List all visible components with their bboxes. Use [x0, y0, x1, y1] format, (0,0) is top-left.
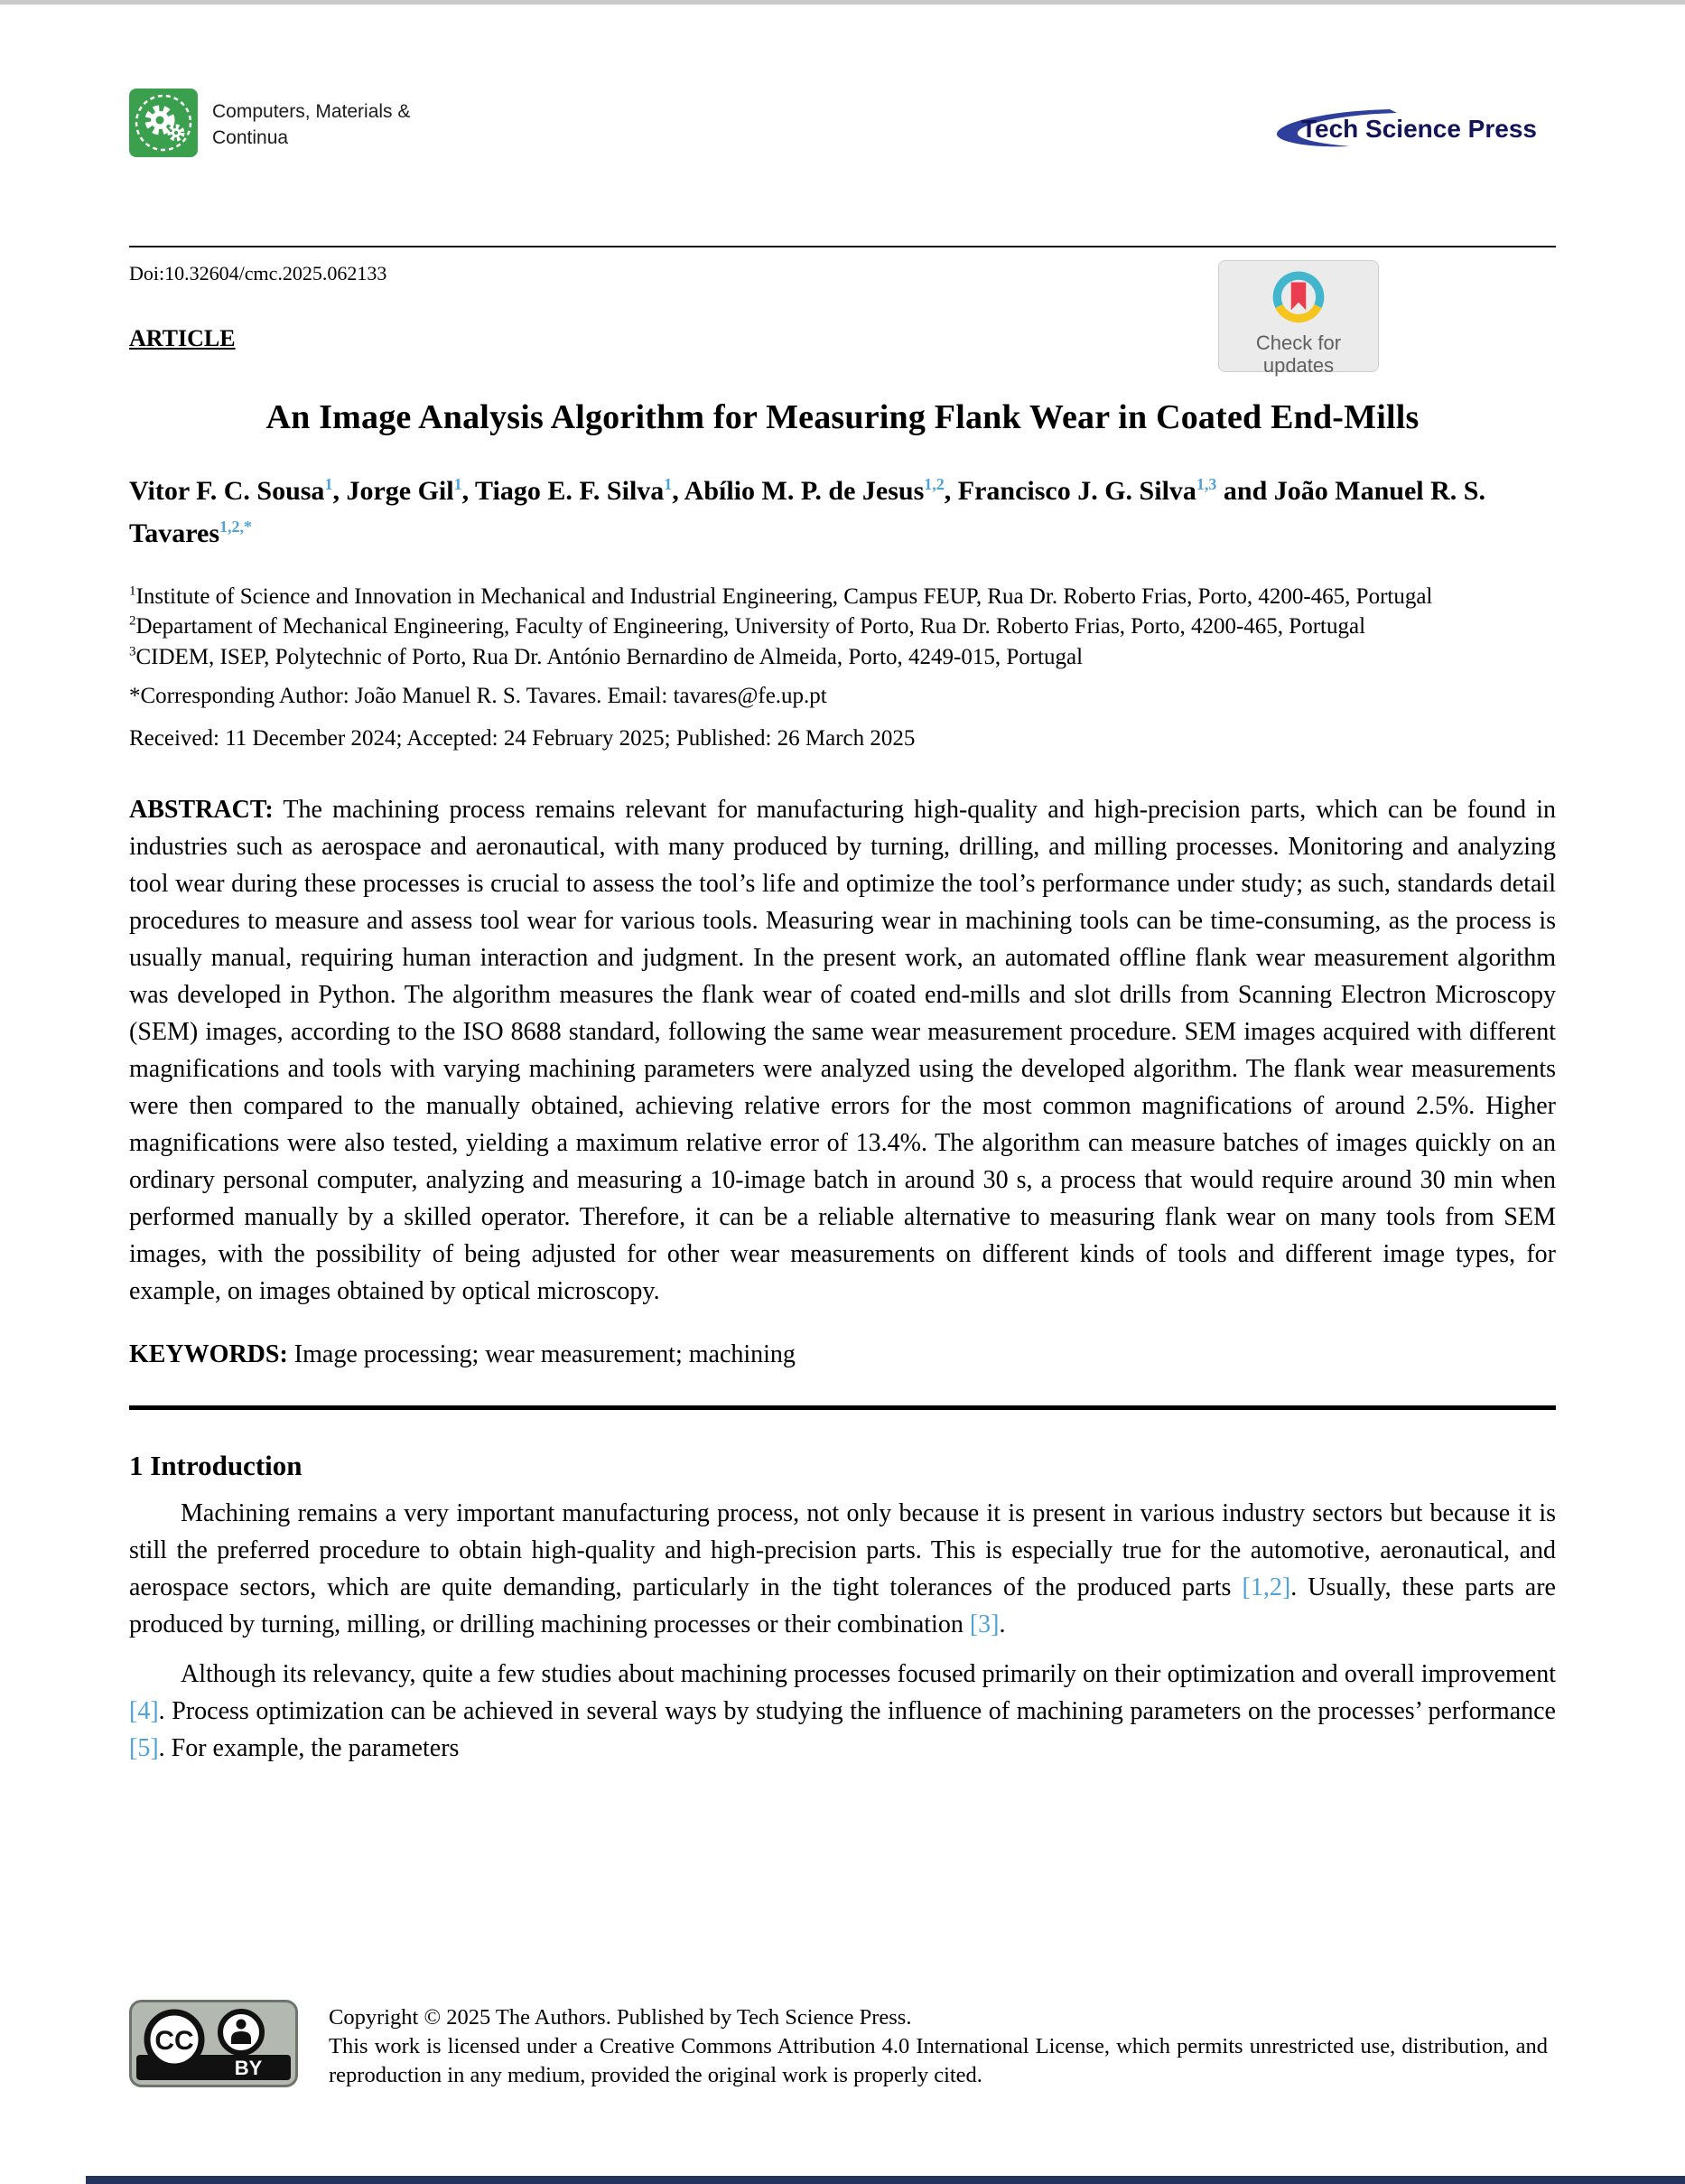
check-for-updates-badge[interactable]: [1218, 260, 1379, 377]
publisher-name: Tech Science Press: [1301, 115, 1537, 143]
journal-name: [212, 99, 410, 152]
author: Abílio M. P. de Jesus$^{1,2}$: [684, 475, 945, 506]
paragraph-text: .: [999, 1610, 1006, 1638]
doi-text: Doi:10.32604/cmc.2025.062133: [129, 262, 387, 285]
paragraph-text: . For example, the parameters: [158, 1733, 460, 1762]
journal-name-line1: Computers, Materials &: [212, 100, 411, 122]
author: Tiago E. F. Silva$^1$: [475, 475, 673, 506]
journal-identity: [129, 89, 410, 162]
citation-link[interactable]: [4]: [129, 1696, 159, 1725]
corresponding-prefix: *Corresponding Author: João Manuel R. S. Tavares. Email:: [129, 683, 674, 708]
paragraph-text: Although its relevancy, quite a few studies about machining processes focused primarily on their optimization and overall improvement: [181, 1659, 1556, 1688]
section-divider: [129, 1405, 1556, 1410]
affiliation: $^3$CIDEM, ISEP, Polytechnic of Porto, Rua Dr. António Bernardino de Almeida, Porto, 4249-015, Portugal: [129, 644, 1084, 669]
crossmark-icon: [1269, 316, 1328, 331]
crossmark-label: [1219, 332, 1378, 377]
author: Francisco J. G. Silva$^{1,3}$: [957, 475, 1217, 506]
paragraph-text: . Process optimization can be achieved in several ways by studying the influence of machining parameters on the processes’ performance: [158, 1696, 1556, 1725]
abstract: [129, 791, 1556, 1310]
copyright-line2: This work is licensed under a Creative Commons Attribution 4.0 International License, which permits unrestricted use, distribution, and reproduction in any medium, provided the original work is properly cited.: [329, 2034, 1548, 2087]
cc-by-license-badge[interactable]: [129, 2000, 298, 2092]
dates-line: Received: 11 December 2024; Accepted: 24 February 2025; Published: 26 March 2025: [129, 725, 916, 751]
author: Vitor F. C. Sousa$^1$: [129, 475, 333, 506]
copyright-text: [329, 2000, 1548, 2090]
body-paragraph: [129, 1495, 1556, 1643]
author: Jorge Gil$^1$: [346, 475, 462, 506]
author-separator: ,: [461, 476, 476, 506]
keywords-label: KEYWORDS:: [129, 1339, 288, 1368]
bottom-edge-bar: [86, 2176, 1685, 2184]
affiliation-list: [129, 582, 1556, 672]
introduction-paragraphs: [129, 1495, 1556, 1767]
citation-link[interactable]: [1,2]: [1242, 1573, 1291, 1601]
keywords: [129, 1340, 1556, 1369]
svg-text:BY: BY: [234, 2057, 263, 2079]
affiliation: $^2$Departament of Mechanical Engineering, Faculty of Engineering, University of Porto, Rua Dr. Roberto Frias, Porto, 4200-465, Portugal: [129, 614, 1366, 639]
author-separator: ,: [332, 476, 347, 506]
paragraph-text: Machining remains a very important manufacturing process, not only because it is present in various industry sectors but because it is still the preferred procedure to obtain high-quality and high-precision parts. This is especially true for the automotive, aeronautical, and aerospace sectors, which are quite demanding, particularly in the tight tolerances of the produced parts: [129, 1498, 1556, 1601]
copyright-line1: Copyright © 2025 The Authors. Published by Tech Science Press.: [329, 2005, 912, 2030]
abstract-text: The machining process remains relevant for manufacturing high-quality and high-precision parts, which can be found in industries such as aerospace and aeronautical, with many produced by turning, drilling, and milling processes. Monitoring and analyzing tool wear during these processes is crucial to assess the tool’s life and optimize the tool’s performance under study; as such, standards detail procedures to measure and assess tool wear for various tools. Measuring wear in machining tools can be time-consuming, as the process is usually manual, requiring human interaction and judgment. In the present work, an automated offline flank wear measurement algorithm was developed in Python. The algorithm measures the flank wear of coated end-mills and slot drills from Scanning Electron Microscopy (SEM) images, according to the ISO 8688 standard, following the same wear measurement procedure. SEM images acquired with different magnifications and tools with varying machining parameters were analyzed using the developed algorithm. The flank wear measurements were then compared to the manually obtained, achieving relative errors for the most common magnifications of around 2.5%. Higher magnifications were also tested, yielding a maximum relative error of 13.4%. The algorithm can measure batches of images quickly on an ordinary personal computer, analyzing and measuring a 10-image batch in around 30 s, a process that would require around 30 min when performed manually by a skilled operator. Therefore, it can be a reliable alternative to measuring flank wear on many tools from SEM images, with the possibility of being adjusted for other wear measurements on different kinds of tools and different image types, for example, on images obtained by optical microscopy.: [129, 795, 1556, 1305]
author-separator: ,: [944, 476, 958, 506]
masthead: [129, 89, 1556, 159]
author-list: [129, 470, 1556, 555]
corresponding-author-line: [129, 684, 1556, 709]
svg-text:CC: CC: [154, 2026, 194, 2056]
article-type-label: ARTICLE: [129, 325, 236, 351]
author-separator: and: [1216, 476, 1274, 506]
license-footer: [129, 2000, 1556, 2092]
tech-science-press-logo: [1269, 103, 1556, 152]
author-separator: ,: [672, 476, 684, 506]
keywords-text: Image processing; wear measurement; machining: [293, 1339, 796, 1368]
citation-link[interactable]: [3]: [969, 1610, 1000, 1638]
paper-title: An Image Analysis Algorithm for Measuring Flank Wear in Coated End-Mills: [265, 398, 1420, 436]
affiliation: $^1$Institute of Science and Innovation in Mechanical and Industrial Engineering, Campus FEUP, Rua Dr. Roberto Frias, Porto, 4200-465, Portugal: [129, 583, 1433, 610]
author: João Manuel R. S. Tavares$^{1,2,*}$: [129, 476, 1485, 549]
citation-link[interactable]: [5]: [129, 1733, 159, 1762]
paragraph-text: . Usually, these parts are produced by turning, milling, or drilling machining processes or their combination: [129, 1573, 1556, 1638]
journal-name-line2: Continua: [212, 126, 289, 148]
abstract-label: ABSTRACT:: [129, 795, 274, 824]
crossmark-label-line1: Check for: [1255, 331, 1342, 354]
crossmark-label-line2: updates: [1262, 353, 1335, 377]
journal-logo-icon: [129, 89, 198, 162]
introduction-heading: 1 Introduction: [129, 1449, 303, 1481]
corresponding-email-link[interactable]: tavares@fe.up.pt: [673, 683, 827, 708]
header-divider: [129, 246, 1556, 247]
body-paragraph: [129, 1656, 1556, 1767]
